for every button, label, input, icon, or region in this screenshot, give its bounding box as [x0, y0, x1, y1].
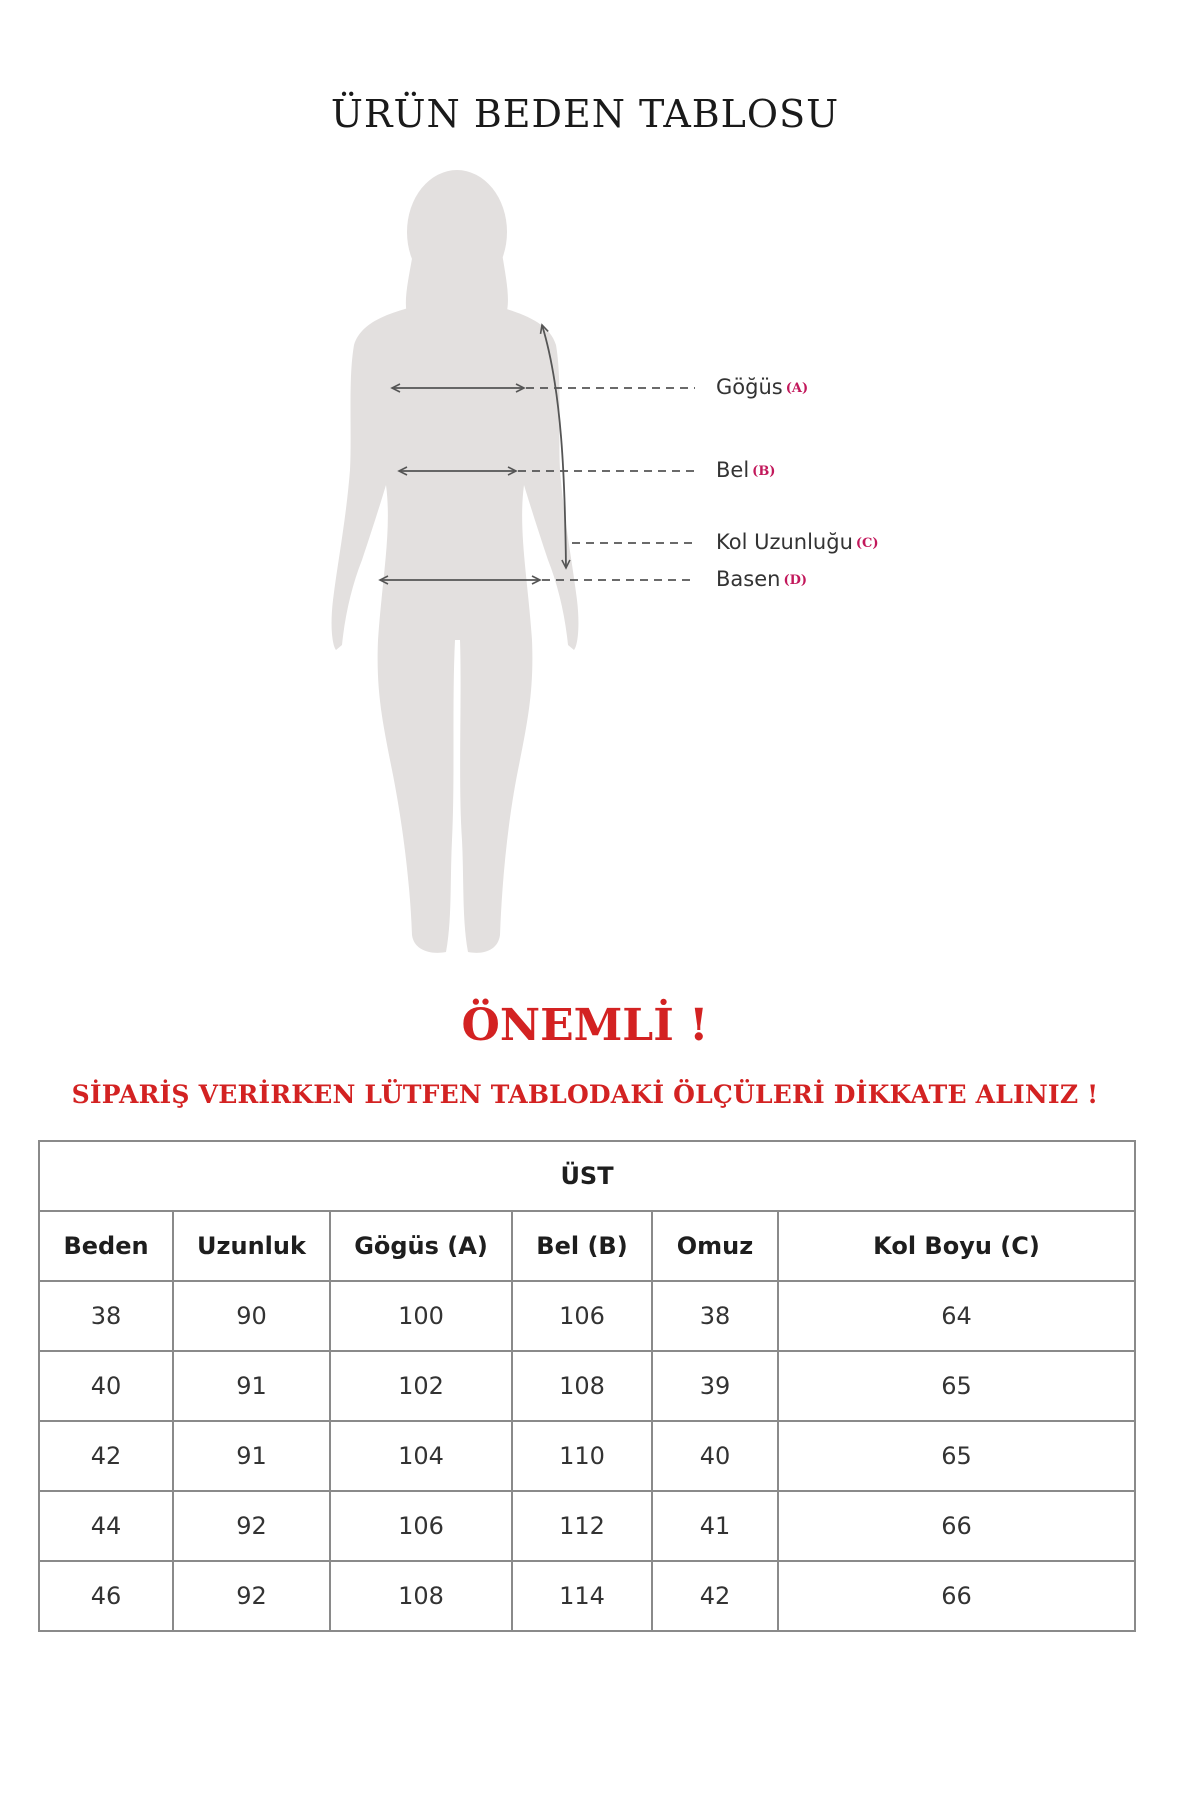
table-row	[39, 1281, 1135, 1351]
column-header: Gögüs (A)	[330, 1211, 512, 1281]
table-cell: 46	[39, 1561, 173, 1631]
table-cell: 112	[512, 1491, 652, 1561]
table-cell: 106	[512, 1281, 652, 1351]
label-basen-text: Basen	[716, 567, 781, 591]
table-cell: 40	[652, 1421, 778, 1491]
table-cell: 40	[39, 1351, 173, 1421]
table-cell: 39	[652, 1351, 778, 1421]
column-header: Kol Boyu (C)	[778, 1211, 1135, 1281]
column-header: Bel (B)	[512, 1211, 652, 1281]
label-bel-text: Bel	[716, 458, 750, 482]
table-cell: 66	[778, 1491, 1135, 1561]
label-bel-code: (B)	[752, 464, 776, 479]
size-table	[38, 1140, 1136, 1632]
table-cell: 38	[652, 1281, 778, 1351]
label-basen-code: (D)	[783, 573, 808, 588]
label-gogus	[716, 375, 808, 399]
table-section-row	[39, 1141, 1135, 1211]
table-cell: 106	[330, 1491, 512, 1561]
table-cell: 41	[652, 1491, 778, 1561]
table-cell: 42	[39, 1421, 173, 1491]
page-title: ÜRÜN BEDEN TABLOSU	[330, 92, 840, 136]
table-cell: 92	[173, 1561, 330, 1631]
order-notice: SİPARİŞ VERİRKEN LÜTFEN TABLODAKİ ÖLÇÜLERİ DİKKATE ALINIZ !	[71, 1080, 1099, 1109]
table-row	[39, 1491, 1135, 1561]
table-cell: 42	[652, 1561, 778, 1631]
label-gogus-text: Göğüs	[716, 375, 783, 399]
column-header: Uzunluk	[173, 1211, 330, 1281]
table-cell: 44	[39, 1491, 173, 1561]
table-cell: 65	[778, 1351, 1135, 1421]
female-silhouette	[332, 170, 579, 953]
table-cell: 108	[512, 1351, 652, 1421]
table-cell: 108	[330, 1561, 512, 1631]
table-cell: 64	[778, 1281, 1135, 1351]
table-row	[39, 1351, 1135, 1421]
table-row	[39, 1421, 1135, 1491]
table-cell: 91	[173, 1351, 330, 1421]
table-cell: 114	[512, 1561, 652, 1631]
label-gogus-code: (A)	[785, 381, 809, 396]
table-cell: 91	[173, 1421, 330, 1491]
table-section-title: ÜST	[39, 1141, 1135, 1211]
table-cell: 102	[330, 1351, 512, 1421]
column-header: Beden	[39, 1211, 173, 1281]
label-bel	[716, 458, 775, 482]
table-cell: 66	[778, 1561, 1135, 1631]
important-heading: ÖNEMLİ !	[461, 1000, 709, 1051]
table-cell: 65	[778, 1421, 1135, 1491]
column-header: Omuz	[652, 1211, 778, 1281]
table-row	[39, 1561, 1135, 1631]
table-header-row	[39, 1211, 1135, 1281]
table-cell: 104	[330, 1421, 512, 1491]
table-cell: 38	[39, 1281, 173, 1351]
label-kol-uzunlugu-code: (C)	[855, 536, 879, 551]
label-kol-uzunlugu-text: Kol Uzunluğu	[716, 530, 853, 554]
label-basen	[716, 567, 807, 591]
table-cell: 92	[173, 1491, 330, 1561]
label-kol-uzunlugu	[716, 530, 879, 554]
table-cell: 90	[173, 1281, 330, 1351]
table-cell: 100	[330, 1281, 512, 1351]
table-cell: 110	[512, 1421, 652, 1491]
